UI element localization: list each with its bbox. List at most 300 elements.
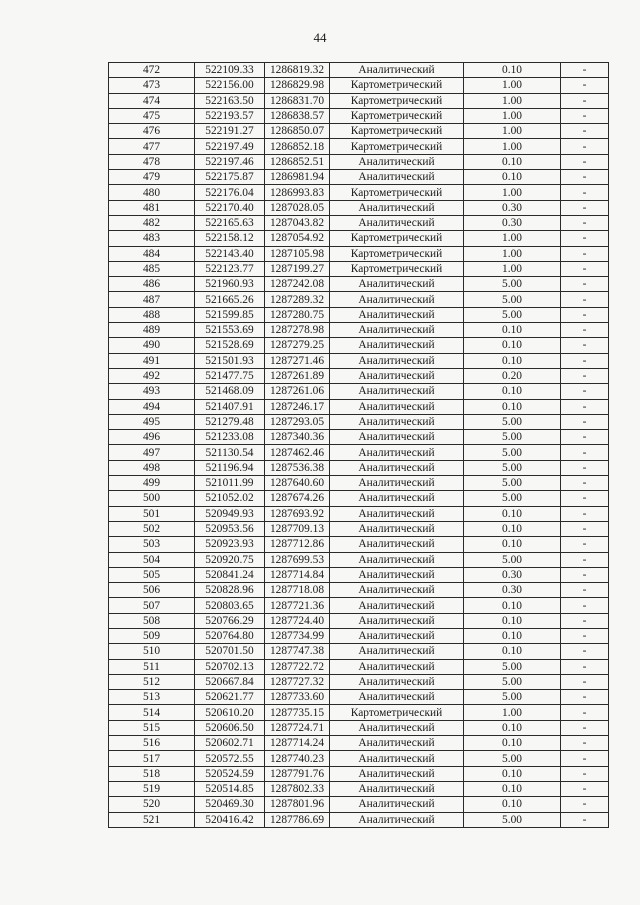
point-number-cell: 505 (109, 567, 195, 582)
x-coordinate-cell: 521130.54 (195, 445, 265, 460)
y-coordinate-cell: 1287640.60 (265, 476, 330, 491)
point-number-cell: 497 (109, 445, 195, 460)
point-number-cell: 519 (109, 781, 195, 796)
table-row (109, 705, 609, 720)
method-cell: Картометрический (330, 246, 464, 261)
note-cell: - (561, 552, 609, 567)
y-coordinate-cell: 1287722.72 (265, 659, 330, 674)
table-row (109, 108, 609, 123)
method-cell: Аналитический (330, 628, 464, 643)
y-coordinate-cell: 1287105.98 (265, 246, 330, 261)
point-number-cell: 520 (109, 797, 195, 812)
point-number-cell: 486 (109, 277, 195, 292)
note-cell: - (561, 781, 609, 796)
table-row (109, 460, 609, 475)
accuracy-cell: 5.00 (464, 552, 561, 567)
y-coordinate-cell: 1287340.36 (265, 430, 330, 445)
method-cell: Аналитический (330, 200, 464, 215)
x-coordinate-cell: 520524.59 (195, 766, 265, 781)
accuracy-cell: 1.00 (464, 261, 561, 276)
x-coordinate-cell: 520667.84 (195, 674, 265, 689)
y-coordinate-cell: 1286819.32 (265, 63, 330, 78)
y-coordinate-cell: 1287246.17 (265, 399, 330, 414)
table-row (109, 215, 609, 230)
x-coordinate-cell: 520949.93 (195, 506, 265, 521)
accuracy-cell: 5.00 (464, 674, 561, 689)
x-coordinate-cell: 522163.50 (195, 93, 265, 108)
point-number-cell: 521 (109, 812, 195, 827)
x-coordinate-cell: 521665.26 (195, 292, 265, 307)
method-cell: Аналитический (330, 323, 464, 338)
point-number-cell: 489 (109, 323, 195, 338)
accuracy-cell: 0.10 (464, 521, 561, 536)
note-cell: - (561, 154, 609, 169)
y-coordinate-cell: 1286829.98 (265, 78, 330, 93)
point-number-cell: 501 (109, 506, 195, 521)
method-cell: Аналитический (330, 598, 464, 613)
y-coordinate-cell: 1287674.26 (265, 491, 330, 506)
point-number-cell: 487 (109, 292, 195, 307)
x-coordinate-cell: 522156.00 (195, 78, 265, 93)
note-cell: - (561, 78, 609, 93)
y-coordinate-cell: 1287714.24 (265, 736, 330, 751)
accuracy-cell: 0.10 (464, 353, 561, 368)
point-number-cell: 480 (109, 185, 195, 200)
point-number-cell: 499 (109, 476, 195, 491)
y-coordinate-cell: 1286852.18 (265, 139, 330, 154)
x-coordinate-cell: 520766.29 (195, 613, 265, 628)
table-row (109, 537, 609, 552)
x-coordinate-cell: 521196.94 (195, 460, 265, 475)
x-coordinate-cell: 520416.42 (195, 812, 265, 827)
note-cell: - (561, 307, 609, 322)
y-coordinate-cell: 1287712.86 (265, 537, 330, 552)
point-number-cell: 481 (109, 200, 195, 215)
note-cell: - (561, 797, 609, 812)
y-coordinate-cell: 1287279.25 (265, 338, 330, 353)
note-cell: - (561, 414, 609, 429)
accuracy-cell: 1.00 (464, 185, 561, 200)
note-cell: - (561, 399, 609, 414)
point-number-cell: 495 (109, 414, 195, 429)
y-coordinate-cell: 1287733.60 (265, 690, 330, 705)
accuracy-cell: 0.10 (464, 644, 561, 659)
x-coordinate-cell: 520702.13 (195, 659, 265, 674)
x-coordinate-cell: 521468.09 (195, 384, 265, 399)
accuracy-cell: 5.00 (464, 445, 561, 460)
table-row (109, 277, 609, 292)
table-row (109, 139, 609, 154)
note-cell: - (561, 506, 609, 521)
y-coordinate-cell: 1287709.13 (265, 521, 330, 536)
y-coordinate-cell: 1287786.69 (265, 812, 330, 827)
table-row (109, 246, 609, 261)
note-cell: - (561, 690, 609, 705)
y-coordinate-cell: 1287714.84 (265, 567, 330, 582)
method-cell: Аналитический (330, 674, 464, 689)
point-number-cell: 473 (109, 78, 195, 93)
table-row (109, 261, 609, 276)
x-coordinate-cell: 520953.56 (195, 521, 265, 536)
x-coordinate-cell: 522109.33 (195, 63, 265, 78)
table-row (109, 292, 609, 307)
y-coordinate-cell: 1287727.32 (265, 674, 330, 689)
y-coordinate-cell: 1286831.70 (265, 93, 330, 108)
accuracy-cell: 1.00 (464, 124, 561, 139)
x-coordinate-cell: 522158.12 (195, 231, 265, 246)
x-coordinate-cell: 521501.93 (195, 353, 265, 368)
accuracy-cell: 0.30 (464, 200, 561, 215)
method-cell: Аналитический (330, 445, 464, 460)
x-coordinate-cell: 522197.49 (195, 139, 265, 154)
point-number-cell: 477 (109, 139, 195, 154)
table-row (109, 78, 609, 93)
point-number-cell: 514 (109, 705, 195, 720)
note-cell: - (561, 705, 609, 720)
y-coordinate-cell: 1287280.75 (265, 307, 330, 322)
accuracy-cell: 1.00 (464, 705, 561, 720)
table-row (109, 307, 609, 322)
x-coordinate-cell: 520701.50 (195, 644, 265, 659)
y-coordinate-cell: 1287289.32 (265, 292, 330, 307)
point-number-cell: 512 (109, 674, 195, 689)
point-number-cell: 515 (109, 720, 195, 735)
y-coordinate-cell: 1287699.53 (265, 552, 330, 567)
accuracy-cell: 0.10 (464, 384, 561, 399)
note-cell: - (561, 368, 609, 383)
table-row (109, 552, 609, 567)
x-coordinate-cell: 520572.55 (195, 751, 265, 766)
note-cell: - (561, 521, 609, 536)
note-cell: - (561, 292, 609, 307)
note-cell: - (561, 736, 609, 751)
x-coordinate-cell: 520841.24 (195, 567, 265, 582)
point-number-cell: 472 (109, 63, 195, 78)
note-cell: - (561, 63, 609, 78)
x-coordinate-cell: 520469.30 (195, 797, 265, 812)
method-cell: Аналитический (330, 797, 464, 812)
point-number-cell: 511 (109, 659, 195, 674)
accuracy-cell: 0.30 (464, 583, 561, 598)
accuracy-cell: 5.00 (464, 307, 561, 322)
x-coordinate-cell: 520920.75 (195, 552, 265, 567)
accuracy-cell: 0.10 (464, 63, 561, 78)
accuracy-cell: 5.00 (464, 812, 561, 827)
x-coordinate-cell: 522193.57 (195, 108, 265, 123)
note-cell: - (561, 812, 609, 827)
y-coordinate-cell: 1287261.89 (265, 368, 330, 383)
accuracy-cell: 0.10 (464, 613, 561, 628)
x-coordinate-cell: 522197.46 (195, 154, 265, 169)
y-coordinate-cell: 1287734.99 (265, 628, 330, 643)
method-cell: Аналитический (330, 368, 464, 383)
x-coordinate-cell: 521407.91 (195, 399, 265, 414)
y-coordinate-cell: 1287735.15 (265, 705, 330, 720)
table-row (109, 124, 609, 139)
point-number-cell: 479 (109, 170, 195, 185)
accuracy-cell: 0.10 (464, 736, 561, 751)
accuracy-cell: 0.10 (464, 766, 561, 781)
table-row (109, 521, 609, 536)
x-coordinate-cell: 520610.20 (195, 705, 265, 720)
table-row (109, 384, 609, 399)
y-coordinate-cell: 1287293.05 (265, 414, 330, 429)
table-row (109, 690, 609, 705)
note-cell: - (561, 644, 609, 659)
x-coordinate-cell: 522191.27 (195, 124, 265, 139)
table-row (109, 766, 609, 781)
point-number-cell: 491 (109, 353, 195, 368)
x-coordinate-cell: 521960.93 (195, 277, 265, 292)
table-row (109, 93, 609, 108)
table-row (109, 338, 609, 353)
note-cell: - (561, 124, 609, 139)
note-cell: - (561, 200, 609, 215)
table-row (109, 506, 609, 521)
x-coordinate-cell: 520606.50 (195, 720, 265, 735)
x-coordinate-cell: 521052.02 (195, 491, 265, 506)
point-number-cell: 507 (109, 598, 195, 613)
method-cell: Аналитический (330, 690, 464, 705)
method-cell: Аналитический (330, 583, 464, 598)
method-cell: Аналитический (330, 766, 464, 781)
note-cell: - (561, 659, 609, 674)
accuracy-cell: 0.10 (464, 598, 561, 613)
point-number-cell: 478 (109, 154, 195, 169)
method-cell: Аналитический (330, 812, 464, 827)
y-coordinate-cell: 1287043.82 (265, 215, 330, 230)
point-number-cell: 490 (109, 338, 195, 353)
y-coordinate-cell: 1287802.33 (265, 781, 330, 796)
accuracy-cell: 5.00 (464, 414, 561, 429)
method-cell: Аналитический (330, 552, 464, 567)
method-cell: Аналитический (330, 567, 464, 582)
method-cell: Аналитический (330, 644, 464, 659)
y-coordinate-cell: 1287747.38 (265, 644, 330, 659)
accuracy-cell: 0.10 (464, 399, 561, 414)
table-row (109, 185, 609, 200)
point-number-cell: 493 (109, 384, 195, 399)
table-row (109, 674, 609, 689)
x-coordinate-cell: 521553.69 (195, 323, 265, 338)
point-number-cell: 483 (109, 231, 195, 246)
method-cell: Аналитический (330, 277, 464, 292)
method-cell: Аналитический (330, 399, 464, 414)
method-cell: Аналитический (330, 170, 464, 185)
y-coordinate-cell: 1287721.36 (265, 598, 330, 613)
x-coordinate-cell: 522123.77 (195, 261, 265, 276)
y-coordinate-cell: 1287536.38 (265, 460, 330, 475)
point-number-cell: 474 (109, 93, 195, 108)
x-coordinate-cell: 521528.69 (195, 338, 265, 353)
method-cell: Аналитический (330, 154, 464, 169)
accuracy-cell: 5.00 (464, 476, 561, 491)
accuracy-cell: 0.10 (464, 720, 561, 735)
note-cell: - (561, 537, 609, 552)
note-cell: - (561, 491, 609, 506)
y-coordinate-cell: 1286981.94 (265, 170, 330, 185)
method-cell: Картометрический (330, 185, 464, 200)
accuracy-cell: 0.20 (464, 368, 561, 383)
accuracy-cell: 0.10 (464, 323, 561, 338)
accuracy-cell: 0.10 (464, 154, 561, 169)
method-cell: Аналитический (330, 460, 464, 475)
accuracy-cell: 1.00 (464, 78, 561, 93)
point-number-cell: 509 (109, 628, 195, 643)
method-cell: Аналитический (330, 215, 464, 230)
accuracy-cell: 1.00 (464, 93, 561, 108)
method-cell: Аналитический (330, 292, 464, 307)
note-cell: - (561, 108, 609, 123)
y-coordinate-cell: 1287054.92 (265, 231, 330, 246)
table-row (109, 628, 609, 643)
x-coordinate-cell: 522165.63 (195, 215, 265, 230)
x-coordinate-cell: 521599.85 (195, 307, 265, 322)
method-cell: Аналитический (330, 537, 464, 552)
method-cell: Картометрический (330, 705, 464, 720)
table-row (109, 797, 609, 812)
table-row (109, 781, 609, 796)
point-number-cell: 513 (109, 690, 195, 705)
accuracy-cell: 5.00 (464, 659, 561, 674)
x-coordinate-cell: 520803.65 (195, 598, 265, 613)
point-number-cell: 488 (109, 307, 195, 322)
y-coordinate-cell: 1287462.46 (265, 445, 330, 460)
point-number-cell: 516 (109, 736, 195, 751)
note-cell: - (561, 751, 609, 766)
table-row (109, 445, 609, 460)
point-number-cell: 482 (109, 215, 195, 230)
point-number-cell: 484 (109, 246, 195, 261)
accuracy-cell: 0.10 (464, 506, 561, 521)
note-cell: - (561, 598, 609, 613)
y-coordinate-cell: 1287693.92 (265, 506, 330, 521)
y-coordinate-cell: 1287261.06 (265, 384, 330, 399)
method-cell: Картометрический (330, 124, 464, 139)
method-cell: Аналитический (330, 384, 464, 399)
method-cell: Аналитический (330, 476, 464, 491)
x-coordinate-cell: 522175.87 (195, 170, 265, 185)
point-number-cell: 517 (109, 751, 195, 766)
y-coordinate-cell: 1287724.40 (265, 613, 330, 628)
table-body (109, 63, 609, 828)
note-cell: - (561, 720, 609, 735)
method-cell: Аналитический (330, 353, 464, 368)
method-cell: Картометрический (330, 139, 464, 154)
point-number-cell: 485 (109, 261, 195, 276)
table-row (109, 476, 609, 491)
y-coordinate-cell: 1287740.23 (265, 751, 330, 766)
point-number-cell: 494 (109, 399, 195, 414)
table-row (109, 644, 609, 659)
accuracy-cell: 5.00 (464, 751, 561, 766)
x-coordinate-cell: 522176.04 (195, 185, 265, 200)
x-coordinate-cell: 522170.40 (195, 200, 265, 215)
note-cell: - (561, 445, 609, 460)
y-coordinate-cell: 1286850.07 (265, 124, 330, 139)
y-coordinate-cell: 1287199.27 (265, 261, 330, 276)
note-cell: - (561, 139, 609, 154)
method-cell: Аналитический (330, 781, 464, 796)
accuracy-cell: 1.00 (464, 231, 561, 246)
table-row (109, 368, 609, 383)
x-coordinate-cell: 521477.75 (195, 368, 265, 383)
table-row (109, 399, 609, 414)
table-row (109, 720, 609, 735)
accuracy-cell: 0.10 (464, 537, 561, 552)
method-cell: Аналитический (330, 491, 464, 506)
accuracy-cell: 0.30 (464, 215, 561, 230)
y-coordinate-cell: 1286993.83 (265, 185, 330, 200)
note-cell: - (561, 246, 609, 261)
method-cell: Аналитический (330, 521, 464, 536)
note-cell: - (561, 215, 609, 230)
x-coordinate-cell: 522143.40 (195, 246, 265, 261)
accuracy-cell: 5.00 (464, 277, 561, 292)
table-row (109, 583, 609, 598)
point-number-cell: 498 (109, 460, 195, 475)
x-coordinate-cell: 520764.80 (195, 628, 265, 643)
point-number-cell: 504 (109, 552, 195, 567)
method-cell: Картометрический (330, 231, 464, 246)
x-coordinate-cell: 521011.99 (195, 476, 265, 491)
x-coordinate-cell: 521233.08 (195, 430, 265, 445)
y-coordinate-cell: 1287028.05 (265, 200, 330, 215)
point-number-cell: 502 (109, 521, 195, 536)
method-cell: Картометрический (330, 93, 464, 108)
note-cell: - (561, 323, 609, 338)
table-row (109, 231, 609, 246)
accuracy-cell: 1.00 (464, 139, 561, 154)
table-row (109, 598, 609, 613)
table-row (109, 154, 609, 169)
method-cell: Аналитический (330, 430, 464, 445)
note-cell: - (561, 567, 609, 582)
method-cell: Аналитический (330, 307, 464, 322)
y-coordinate-cell: 1286838.57 (265, 108, 330, 123)
table-row (109, 812, 609, 827)
y-coordinate-cell: 1287271.46 (265, 353, 330, 368)
note-cell: - (561, 384, 609, 399)
table-row (109, 751, 609, 766)
method-cell: Аналитический (330, 720, 464, 735)
accuracy-cell: 0.10 (464, 338, 561, 353)
table-row (109, 170, 609, 185)
x-coordinate-cell: 520923.93 (195, 537, 265, 552)
y-coordinate-cell: 1286852.51 (265, 154, 330, 169)
method-cell: Картометрический (330, 261, 464, 276)
note-cell: - (561, 231, 609, 246)
table-row (109, 567, 609, 582)
method-cell: Аналитический (330, 613, 464, 628)
note-cell: - (561, 261, 609, 276)
method-cell: Аналитический (330, 751, 464, 766)
note-cell: - (561, 353, 609, 368)
note-cell: - (561, 674, 609, 689)
point-number-cell: 475 (109, 108, 195, 123)
table-row (109, 659, 609, 674)
accuracy-cell: 5.00 (464, 292, 561, 307)
table-row (109, 430, 609, 445)
accuracy-cell: 1.00 (464, 246, 561, 261)
note-cell: - (561, 583, 609, 598)
table-row (109, 200, 609, 215)
y-coordinate-cell: 1287791.76 (265, 766, 330, 781)
note-cell: - (561, 277, 609, 292)
accuracy-cell: 5.00 (464, 460, 561, 475)
page-number: 44 (313, 30, 327, 45)
x-coordinate-cell: 520828.96 (195, 583, 265, 598)
